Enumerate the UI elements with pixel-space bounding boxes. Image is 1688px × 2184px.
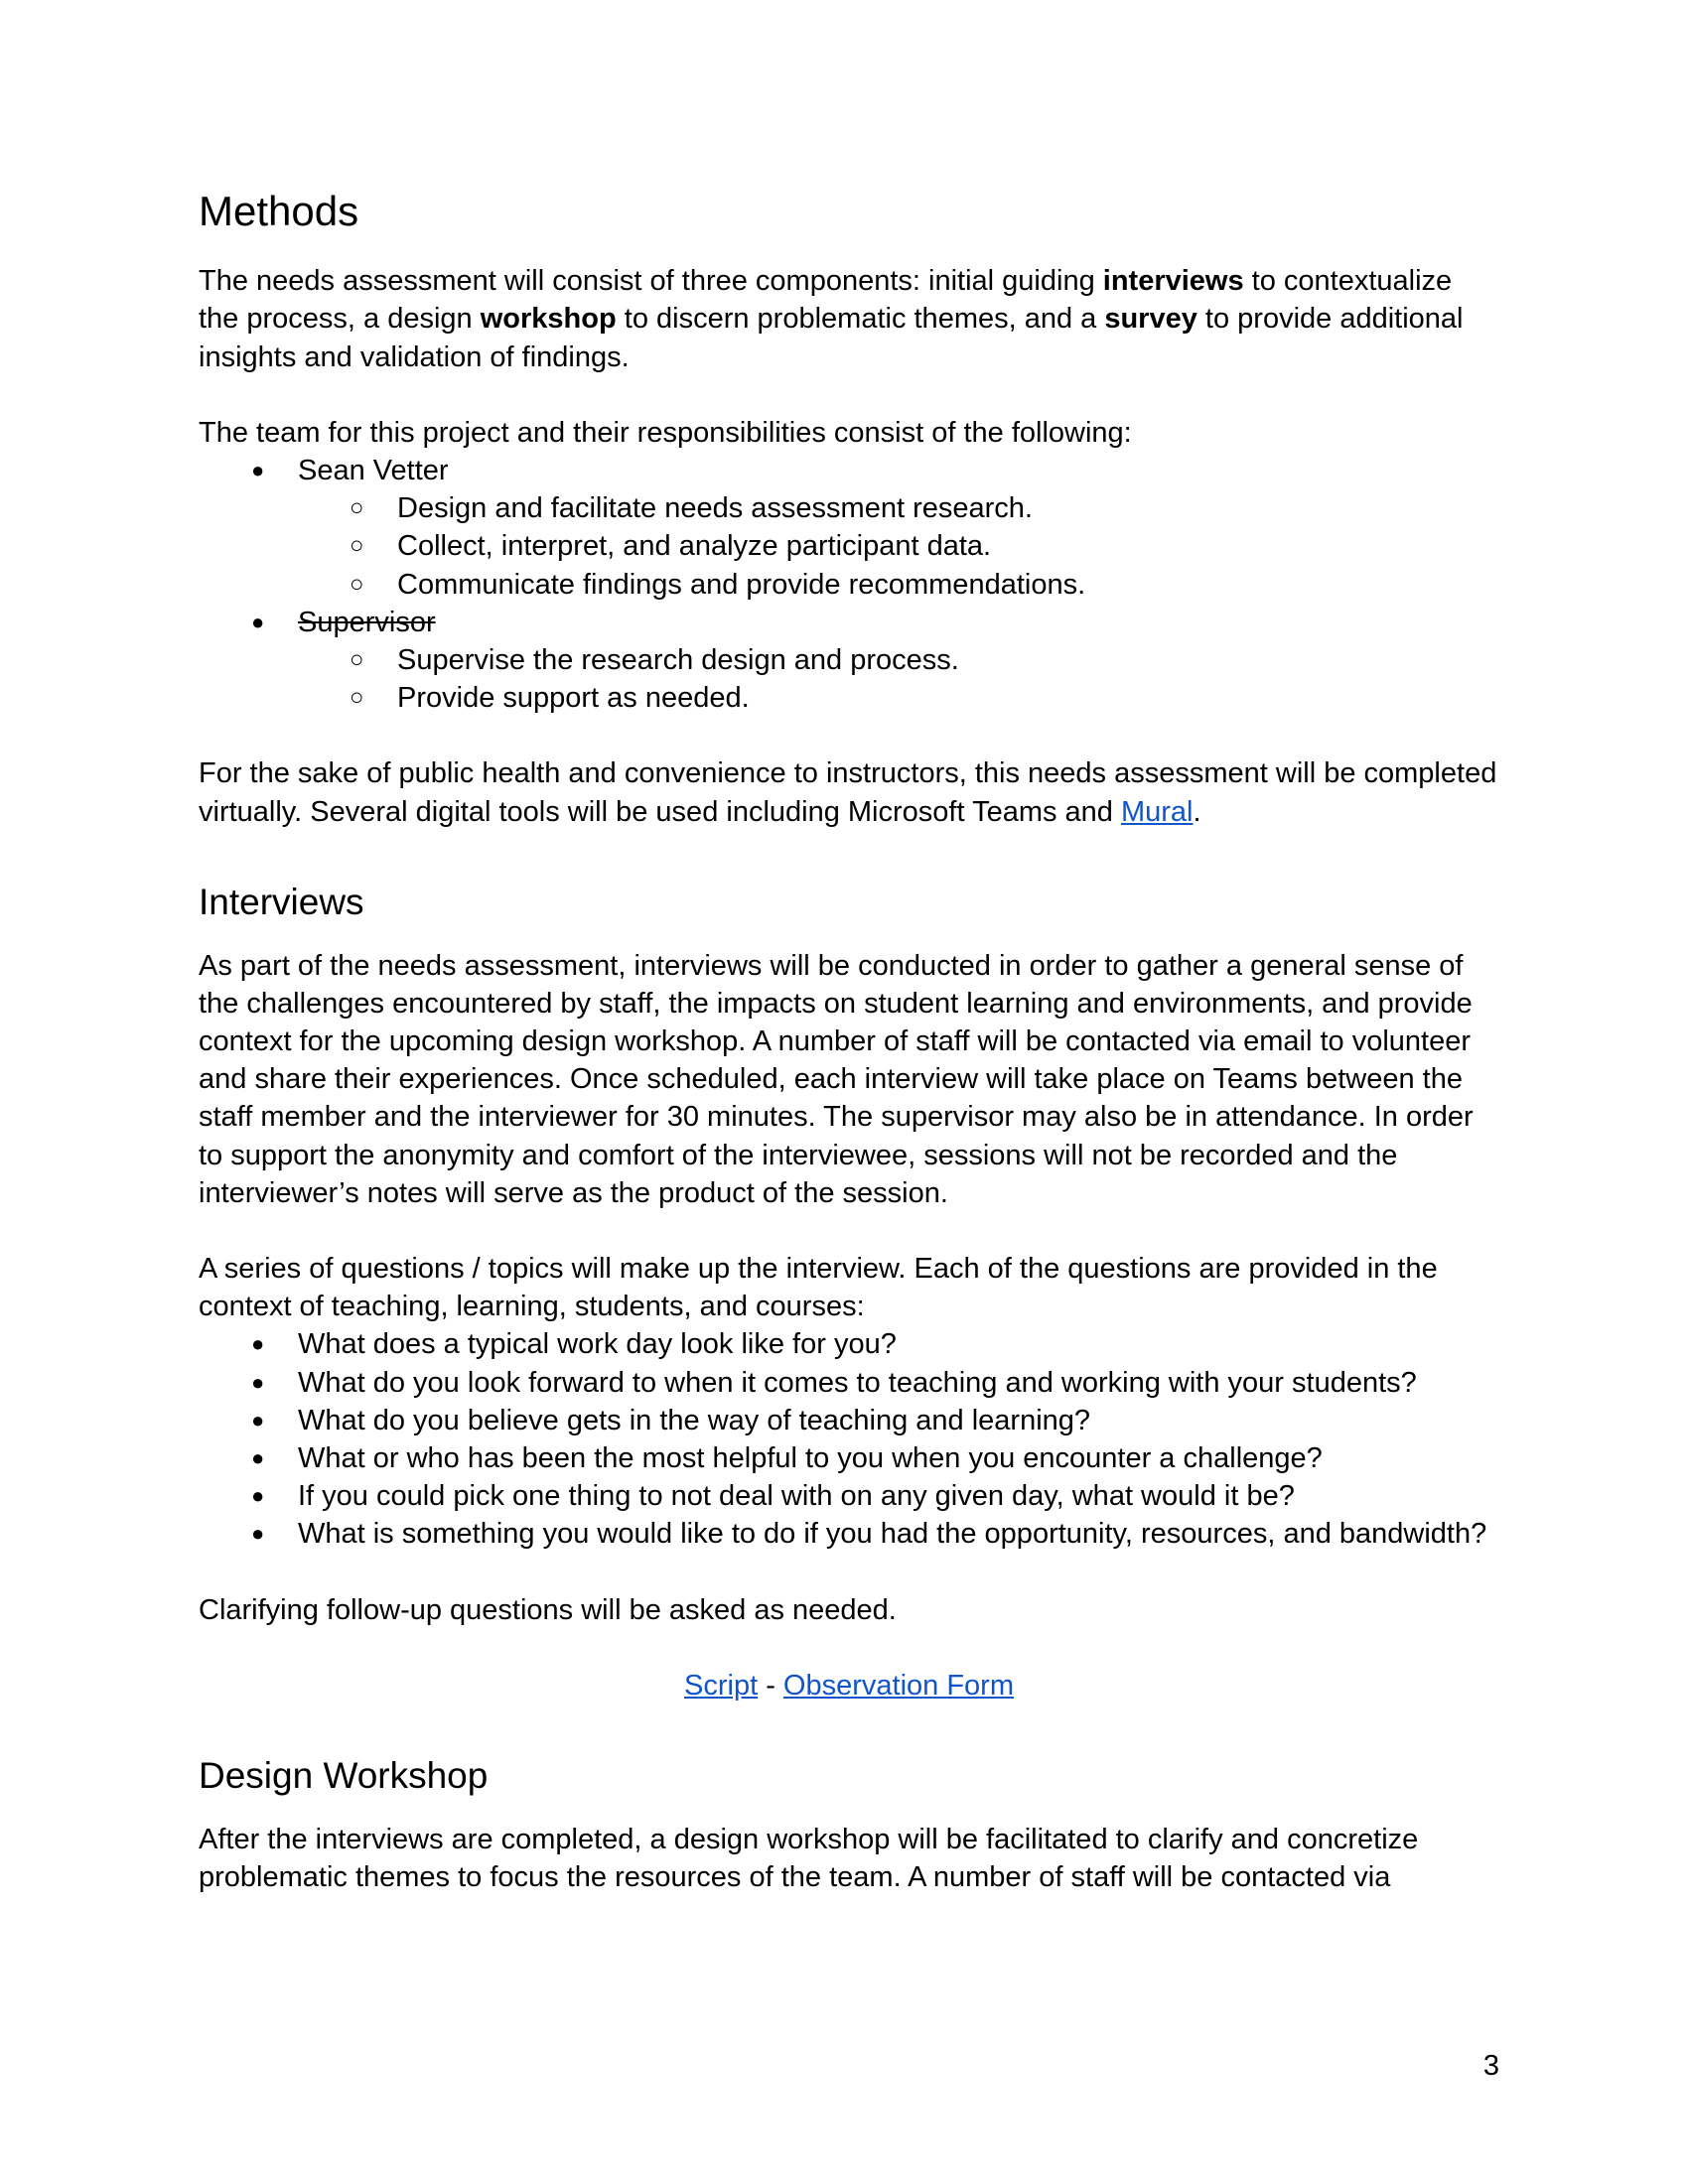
team-member-item (251, 452, 1499, 604)
team-member-item (251, 604, 1499, 718)
duty-item: ○ Provide support as needed. (397, 679, 1499, 717)
question-item: ● What or who has been the most helpful to you when you encounter a challenge? (298, 1439, 1499, 1477)
duty-item: ○ Supervise the research design and process. (397, 641, 1499, 679)
filled-bullet: ● (251, 609, 265, 634)
survey-bold: survey (1104, 303, 1197, 336)
filled-bullet: ● (251, 1407, 265, 1433)
duty-item: ○ Communicate findings and provide recommendations. (397, 566, 1499, 604)
filled-bullet: ● (251, 1444, 265, 1470)
interviews-bold: interviews (1102, 265, 1244, 298)
team-intro-paragraph: The team for this project and their responsibilities consist of the following: (199, 416, 1132, 449)
page-number: 3 (1482, 2050, 1499, 2082)
filled-bullet: ● (251, 1331, 265, 1357)
interview-links (199, 1667, 1499, 1705)
filled-bullet: ● (251, 1483, 265, 1509)
question-item: ● What do you believe gets in the way of teaching and learning? (298, 1402, 1499, 1439)
question-item: ● What does a typical work day look like for you? (298, 1325, 1499, 1363)
interviews-paragraph: As part of the needs assessment, interviews will be conducted in order to gather a general sense of the challenges encountered by staff, the impacts on student learning and environments, and provide context for the upcoming design workshop. A number of staff will be contacted via email to volunteer and share their experiences. Once scheduled, each interview will take place on Teams between the staff member and the interviewer for 30 minutes. The supervisor may also be in attendance. In order to support the anonymity and comfort of the interviewee, sessions will not be recorded and the interviewer’s notes will serve as the product of the session. (199, 949, 1474, 1209)
hollow-bullet: ○ (350, 570, 364, 598)
questions-intro-paragraph: A series of questions / topics will make up the interview. Each of the questions are provided in the context of teaching, learning, students, and courses: (199, 1252, 1438, 1323)
question-item: ● If you could pick one thing to not deal with on any given day, what would it be? (298, 1477, 1499, 1515)
team-member-name: Sean Vetter (298, 455, 449, 486)
duty-item: ○ Collect, interpret, and analyze participant data. (397, 527, 1499, 565)
workshop-paragraph: After the interviews are completed, a design workshop will be facilitated to clarify and concretize problematic themes to focus the resources of the team. A number of staff will be contacted via (199, 1823, 1419, 1893)
script-link[interactable]: Script (684, 1669, 759, 1702)
tools-paragraph: For the sake of public health and convenience to instructors, this needs assessment will be completed virtually. Several digital tools will be used including Microsoft Teams and Mural. (199, 757, 1497, 828)
methods-heading: Methods (199, 188, 359, 234)
hollow-bullet: ○ (350, 494, 364, 522)
followup-paragraph: Clarifying follow-up questions will be asked as needed. (199, 1593, 897, 1626)
filled-bullet: ● (251, 1369, 265, 1395)
interviews-heading: Interviews (199, 881, 364, 922)
observation-form-link[interactable]: Observation Form (782, 1669, 1014, 1702)
hollow-bullet: ○ (350, 646, 364, 674)
questions-list (199, 1325, 1499, 1553)
design-workshop-heading: Design Workshop (199, 1754, 489, 1796)
question-item: ● What is something you would like to do if you had the opportunity, resources, and bandwidth? (298, 1515, 1499, 1553)
hollow-bullet: ○ (350, 684, 364, 712)
document-page (199, 189, 1499, 1896)
question-item: ● What do you look forward to when it comes to teaching and working with your students? (298, 1364, 1499, 1402)
duty-list (298, 641, 1499, 717)
team-list (199, 452, 1499, 717)
filled-bullet: ● (251, 458, 265, 482)
filled-bullet: ● (251, 1521, 265, 1547)
hollow-bullet: ○ (350, 532, 364, 560)
link-separator: - (758, 1669, 783, 1702)
workshop-bold: workshop (480, 303, 617, 336)
methods-intro-paragraph: The needs assessment will consist of three components: initial guiding interviews to contextualize the process, a design workshop to discern problematic themes, and a survey to provide additional insights and validation of findings. (199, 265, 1464, 373)
team-member-name-struck: Supervisor (298, 606, 436, 638)
duty-list (298, 489, 1499, 604)
mural-link[interactable]: Mural (1120, 795, 1194, 828)
duty-item: ○ Design and facilitate needs assessment research. (397, 489, 1499, 527)
